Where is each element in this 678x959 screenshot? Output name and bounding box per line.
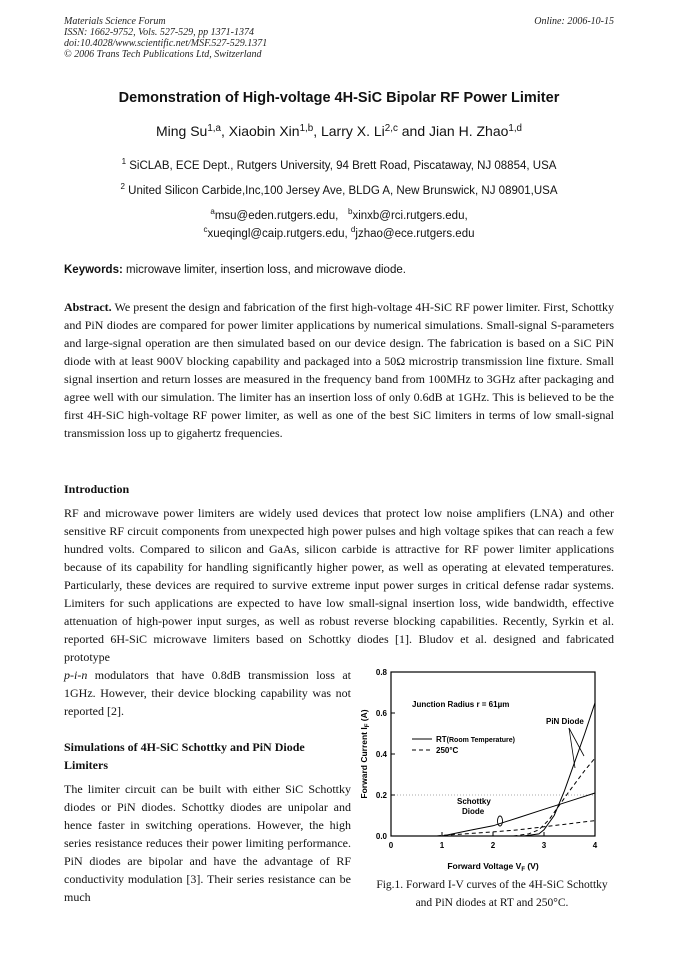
affiliation-text: United Silicon Carbide,Inc,100 Jersey Ave, BLDG A, New Brunswick, NJ 08901,USA	[124, 185, 558, 197]
author-affiliation-mark: 1,b	[299, 123, 314, 134]
annotation-pin-diode: PiN Diode	[546, 717, 584, 726]
y-tick-label: 0.6	[375, 709, 387, 718]
chart-title: Junction Radius r = 61µm	[412, 700, 510, 709]
x-tick-label: 4	[592, 841, 598, 850]
abstract-label: Abstract.	[64, 300, 112, 314]
legend-text: RT	[436, 735, 447, 744]
email-address: msu@eden.rutgers.edu,	[214, 210, 339, 222]
email-mark: c	[203, 225, 208, 234]
affiliation-2	[0, 182, 678, 197]
y-tick-label: 0.8	[375, 668, 387, 677]
email-line-2	[0, 225, 678, 240]
keywords-label: Keywords:	[64, 264, 123, 276]
series-line-3	[437, 821, 595, 836]
y-tick-label: 0.2	[375, 791, 387, 800]
author-list: Ming Su$^{1,a}$, Xiaobin Xin$^{1,b}$, Larry X. Li$^{2,c}$ and Jian H. Zhao$^{1,d}$	[155, 123, 523, 139]
email-line-1	[0, 207, 678, 222]
x-tick-label: 2	[490, 841, 496, 850]
abstract-text: We present the design and fabrication of the first high-voltage 4H-SiC RF power limiter. First, Schottky and PiN diodes are compared for power limiter applications by numerical simulations. Small-signal S-parameters and large-signal operation are then simulated based on our device design. The fabrication is based on a SiC PiN diode with at least 900V blocking capability and packaged into a 50Ω microstrip transmission line fixture. Small signal insertion and return losses are measured in the frequency band from 100MHz to 3GHz after packaging and agree well with our simulation. The limiter has an insertion loss of only 0.6dB at 1GHz. This is believed to be the first 4H-SiC high-voltage RF power limiter, as well as one of the best SiC limiters in terms of low small-signal transmission loss up to gigahertz frequencies.	[64, 300, 614, 440]
plot-frame	[391, 672, 595, 836]
y-label-sub: F	[365, 723, 371, 728]
introduction-heading: Introduction	[64, 482, 130, 496]
annotation-schottky-diode	[457, 797, 493, 816]
keywords	[64, 264, 624, 276]
iv-curve-chart	[356, 664, 620, 876]
journal-doi: doi:10.4028/www.scientific.net/MSF.527-529.1371	[64, 38, 268, 49]
y-axis-ticks	[376, 668, 395, 841]
x-tick-label: 0	[388, 841, 394, 850]
affiliation-1	[0, 157, 678, 172]
schottky-ellipse-marker	[498, 816, 503, 826]
email-address: jzhao@ece.rutgers.edu	[355, 228, 475, 240]
introduction-text-tail: modulators that have 0.8dB transmission loss at 1GHz. However, their device blocking capability was not reported [2].	[64, 668, 351, 718]
paper-title: Demonstration of High-voltage 4H-SiC Bipolar RF Power Limiter	[118, 90, 560, 106]
abstract	[64, 298, 614, 442]
annotation-schottky-line2: Diode	[462, 807, 485, 816]
legend-label-rt	[436, 735, 515, 744]
author-affiliation-mark: 2,c	[384, 123, 398, 134]
introduction-text: RF and microwave power limiters are widely used devices that protect low noise amplifiers (LNA) and other sensitive RF circuit components from unexpected high power pulses and high voltage spikes that can reach a few hundred volts. Compared to silicon and GaAs, silicon carbide is attractive for RF power limiter applications because of its capability for handling significantly higher power, as well as operating at elevated temperatures. Particularly, these devices are required to survive extreme input power surges in critical defense radar systems. Limiters for such applications are expected to have low small-signal insertion loss, wide bandwidth, effective attenuation of high-power input surges, as well as robust reverse blocking capabilities. Recently, Syrkin et al. reported 6H-SiC microwave limiters based on Schottky diodes [1]. Bludov et al. designed and fabricated prototype	[64, 506, 614, 664]
legend-note: (Room Temperature)	[446, 737, 515, 744]
email-mark: d	[350, 225, 356, 234]
y-tick-label: 0.0	[375, 832, 387, 841]
author-name: Larry X. Li	[320, 123, 385, 139]
annotation-schottky-line1: Schottky	[457, 797, 491, 806]
affiliation-mark: 1	[121, 157, 127, 166]
y-tick-label: 0.4	[375, 750, 387, 759]
author-name: Jian H. Zhao	[429, 123, 509, 139]
x-tick-label: 3	[541, 841, 547, 850]
x-tick-label: 1	[439, 841, 445, 850]
pin-italic: p-i-n	[64, 668, 88, 682]
affiliation-mark: 2	[120, 182, 125, 191]
journal-name: Materials Science Forum	[64, 16, 166, 27]
simulations-heading: Simulations of 4H-SiC Schottky and PiN Diode Limiters	[64, 740, 305, 772]
author-name: Ming Su	[155, 123, 208, 139]
x-axis-ticks	[389, 832, 598, 850]
author-name: Xiaobin Xin	[228, 123, 300, 139]
author-affiliation-mark: 1,a	[207, 123, 221, 134]
x-label-text: Forward Voltage V	[447, 861, 522, 871]
journal-copyright: © 2006 Trans Tech Publications Ltd, Switzerland	[64, 49, 262, 60]
x-label-unit: (V)	[524, 861, 539, 871]
journal-header	[64, 16, 267, 60]
y-label-text: Forward Current I	[359, 727, 369, 799]
journal-issn: ISSN: 1662-9752, Vols. 527-529, pp 1371-1374	[64, 27, 254, 38]
email-mark: a	[210, 207, 215, 216]
online-date: Online: 2006-10-15	[534, 16, 614, 27]
keywords-text: microwave limiter, insertion loss, and microwave diode.	[122, 264, 406, 276]
x-axis-label	[447, 861, 539, 873]
legend-label-250c: 250°C	[436, 746, 459, 755]
email-mark: b	[347, 207, 353, 216]
figure-caption: Fig.1. Forward I-V curves of the 4H-SiC Schottky and PiN diodes at RT and 250°C.	[376, 879, 608, 909]
affiliation-text: SiCLAB, ECE Dept., Rutgers University, 94 Brett Road, Piscataway, NJ 08854, USA	[126, 160, 557, 172]
x-label-sub: F	[521, 867, 525, 873]
email-address: xinxb@rci.rutgers.edu,	[352, 210, 468, 222]
author-affiliation-mark: 1,d	[508, 123, 523, 134]
introduction-text-continued	[64, 666, 351, 720]
email-address: xueqingl@caip.rutgers.edu,	[207, 228, 348, 240]
y-label-unit: (A)	[359, 709, 369, 724]
simulations-text: The limiter circuit can be built with either SiC Schottky diodes or PiN diodes. Schottky diodes are unipolar and hence faster in switching operations. However, the high series resistance reduces their power limiting performance. PiN diodes are bipolar and have the advantage of RF conductivity modulation [3]. Their series resistance can be much	[64, 782, 351, 904]
y-axis-label	[359, 709, 371, 798]
